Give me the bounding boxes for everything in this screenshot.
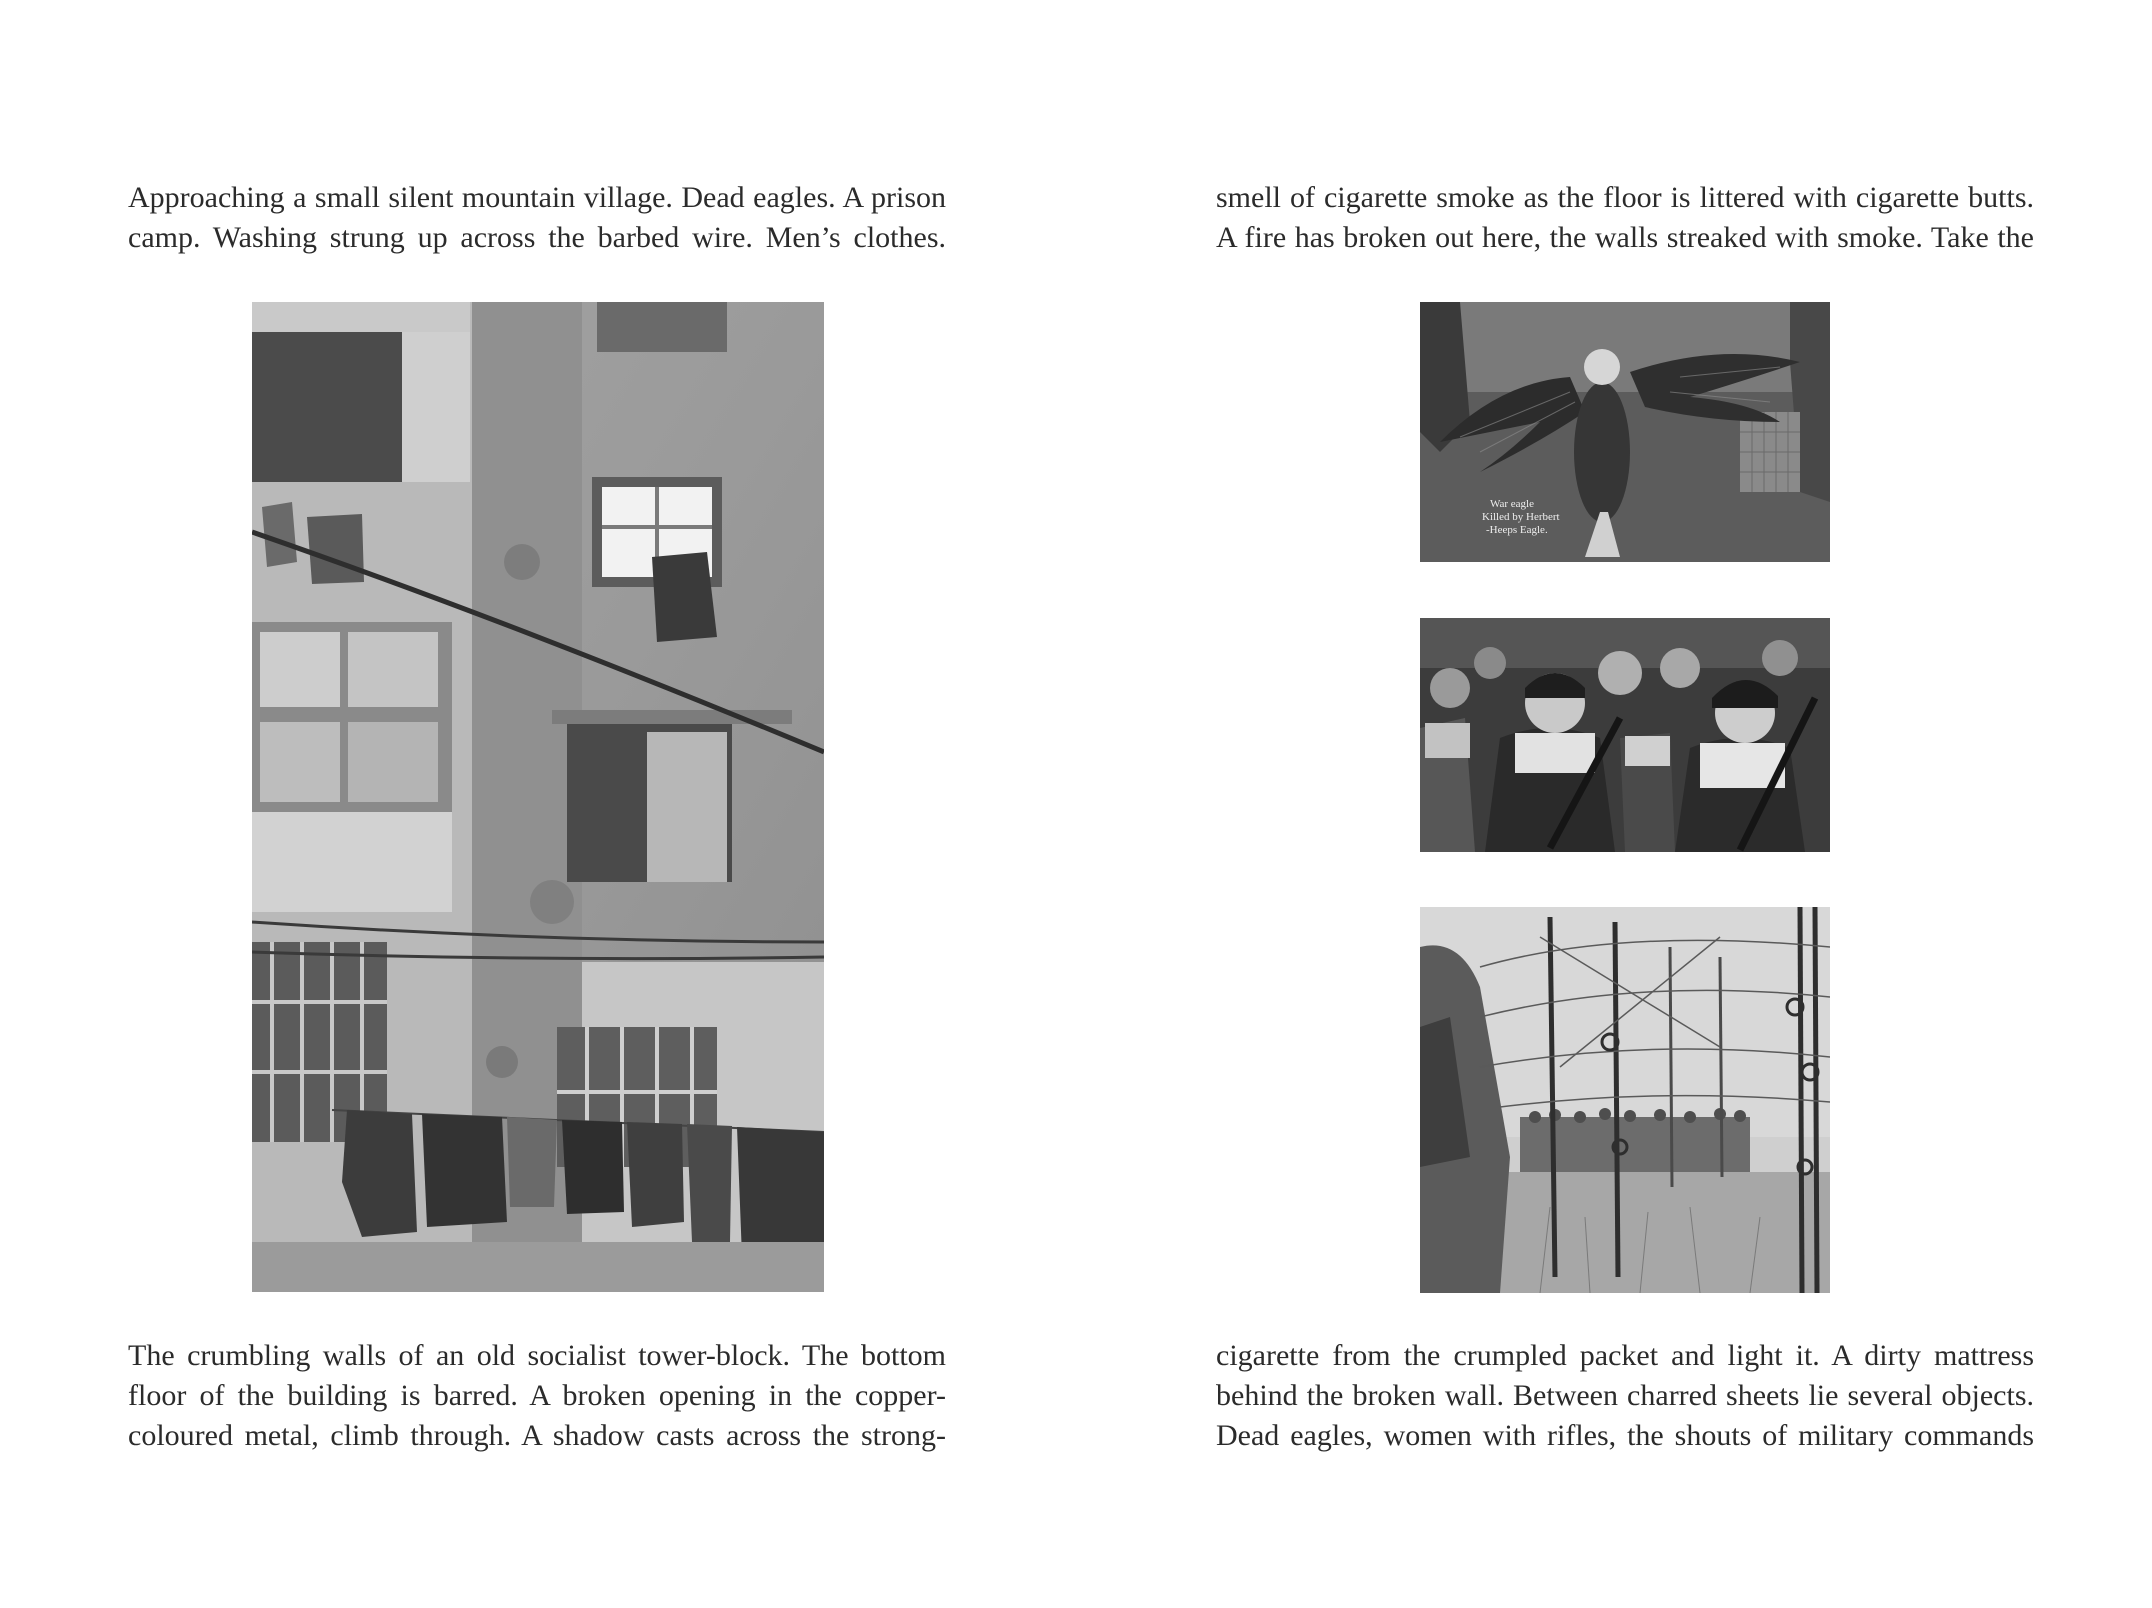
left-top-paragraph xyxy=(128,178,946,258)
eagle-caption-line: War eagle xyxy=(1490,498,1534,510)
barbed-wire-camp-photo xyxy=(1420,907,1830,1293)
text-line: The crumbling walls of an old socialist tower-block. The bottom xyxy=(128,1339,946,1372)
text-line: A fire has broken out here, the walls streaked with smoke. Take the xyxy=(1216,221,2034,254)
text-line: camp. Washing strung up across the barbed wire. Men’s clothes. xyxy=(128,221,946,254)
text-line: cigarette from the crumpled packet and light it. A dirty mattress xyxy=(1216,1339,2034,1372)
text-line: floor of the building is barred. A broken opening in the copper- xyxy=(128,1379,946,1412)
right-top-paragraph xyxy=(1216,178,2034,258)
war-eagle-photo xyxy=(1420,302,1830,562)
text-line: coloured metal, climb through. A shadow casts across the strong- xyxy=(128,1419,946,1452)
left-bottom-paragraph xyxy=(128,1336,946,1456)
right-bottom-paragraph xyxy=(1216,1336,2034,1456)
women-with-rifles-photo xyxy=(1420,618,1830,852)
eagle-caption-line: Killed by Herbert xyxy=(1482,511,1560,523)
text-line: smell of cigarette smoke as the floor is littered with cigarette butts. xyxy=(1216,181,2034,214)
text-line: behind the broken wall. Between charred sheets lie several objects. xyxy=(1216,1379,2034,1412)
eagle-caption-line: -Heeps Eagle. xyxy=(1486,524,1548,536)
tower-block-photo xyxy=(252,302,824,1292)
text-line: Dead eagles, women with rifles, the shouts of military commands xyxy=(1216,1419,2034,1452)
text-line: Approaching a small silent mountain village. Dead eagles. A prison xyxy=(128,181,946,214)
right-page xyxy=(1076,0,2152,1608)
